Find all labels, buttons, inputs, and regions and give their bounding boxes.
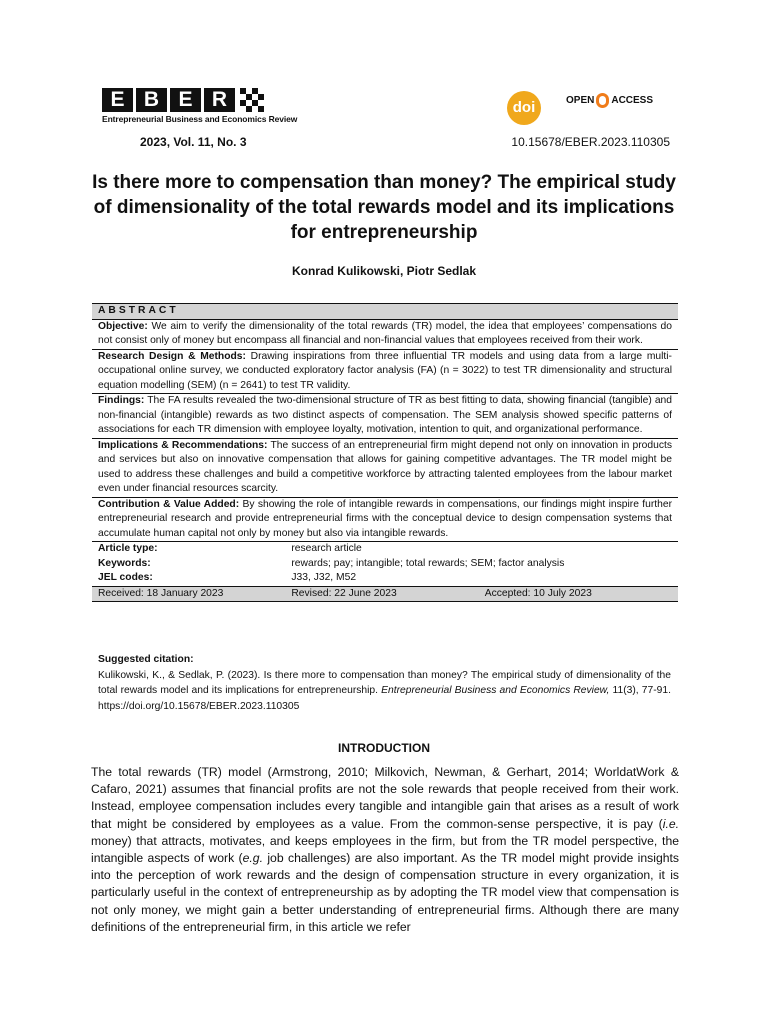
revised-date: Revised: 22 June 2023 [285, 586, 478, 602]
jel-label: JEL codes: [98, 572, 153, 583]
checker-icon [240, 88, 264, 112]
abstract-findings [92, 394, 678, 439]
logo-letter: B [136, 88, 167, 112]
logo-letter: E [170, 88, 201, 112]
section-label: Implications & Recommendations: [98, 439, 268, 451]
citation-journal: Entrepreneurial Business and Economics Review, [381, 685, 610, 696]
abstract-table [92, 303, 678, 602]
accepted-date: Accepted: 10 July 2023 [479, 586, 678, 602]
keywords-label: Keywords: [98, 557, 151, 569]
intro-ie: i.e. [662, 816, 679, 831]
logo-letter: E [102, 88, 133, 112]
section-text: Drawing inspirations from three influential TR models and using data from a large multi-occupational online survey, we conducted exploratory factor analysis (FA) (n = 3022) to test TR dimensionality and structural equation modelling (SEM) (n = 2641) to test TR validity. [98, 350, 672, 391]
abstract-implications [92, 438, 678, 497]
suggested-citation [98, 652, 671, 714]
jel-value: J33, J32, M52 [291, 572, 357, 583]
abstract-contribution [92, 497, 678, 542]
journal-logo [102, 88, 297, 124]
open-lock-icon [596, 93, 609, 108]
section-text: The FA results revealed the two-dimensional structure of TR as best fitting to data, showing financial (tangible) and non-financial (intangible) rewards as two distinct aspects of compensation. The SEM analysis showed specific patterns of associations for each TR dimension with employee loyalty, motivation, intention to quit, and organizational performance. [98, 395, 672, 435]
abstract-methods [92, 349, 678, 394]
introduction-heading: INTRODUCTION [338, 741, 430, 755]
keywords-value: rewards; pay; intangible; total rewards; SEM; factor analysis [291, 557, 565, 569]
doi-text[interactable]: 10.15678/EBER.2023.110305 [511, 135, 670, 149]
doi-icon[interactable]: doi [507, 91, 541, 125]
intro-eg: e.g. [242, 851, 263, 866]
section-text: By showing the role of intangible rewards in compensations, our findings might inspire further entrepreneurial research and provide entrepreneurial firms with the conceptual device to design compensation systems that accumulate human capital not only by money but also via intangible rewards. [98, 498, 673, 539]
citation-label: Suggested citation: [98, 654, 194, 665]
intro-text: money) that attracts, motivates, and keeps employees in the firm, but from the TR model perspective, the intangible aspects of work ( [91, 833, 679, 866]
section-label: Contribution & Value Added: [98, 498, 240, 510]
article-title: Is there more to compensation than money? The empirical study of dimensionality of the total rewards model and its implications for entrepreneurship [92, 172, 676, 243]
section-label: Findings: [98, 395, 145, 406]
authors: Konrad Kulikowski, Piotr Sedlak [291, 264, 477, 278]
section-label: Research Design & Methods: [98, 350, 246, 362]
article-type-label: Article type: [92, 542, 285, 557]
open-access-logo [566, 93, 653, 108]
issue-info: 2023, Vol. 11, No. 3 [140, 135, 247, 149]
section-text: The success of an entrepreneurial firm might depend not only on innovation in products and services but also on innovative compensation that allows for gaining competitive advantages. The TR model might be used to address these challenges and build a competitive workforce by attracting talented employees from the labour market even under financial resources scarcity. [98, 439, 672, 494]
logo-subtitle: Entrepreneurial Business and Economics Review [102, 114, 298, 124]
abstract-heading: ABSTRACT [92, 304, 678, 320]
intro-text: The total rewards (TR) model (Armstrong, 2010; Milkovich, Newman, & Gerhart, 2014; WorldatWork & Cafaro, 2021) assumes that financial profits are not the sole rewards that people received from their work. Instead, employee compensation includes every tangible and intangible gain that arises as a result of work that might be considered by employees as a value. From the common-sense perspective, it is pay ( [91, 765, 679, 831]
section-text: We aim to verify the dimensionality of the total rewards (TR) model, the idea that employees’ compensations do not consist only of money but encompass all financial and non-financial values that employees received from their work. [98, 320, 672, 346]
intro-text: job challenges) are also important. As the TR model might provide insights into the perception of work rewards and the design of compensation structure in every organization, it is particularly useful in the context of entrepreneurship as by adopting the TR model view that compensation is not only money, we might gain a better understanding of entrepreneurial firms. Although there are many definitions of the entrepreneurial firm, in this article we refer [91, 851, 679, 934]
introduction-paragraph [91, 764, 679, 936]
logo-letter: R [204, 88, 235, 112]
citation-text: Kulikowski, K., & Sedlak, P. (2023). Is there more to compensation than money? The empirical study of dimensionality of the total rewards model and its implications for entrepreneurship. [98, 669, 671, 696]
citation-doi[interactable]: 11(3), 77-91. https://doi.org/10.15678/EBER.2023.110305 [98, 685, 671, 712]
abstract-objective [92, 319, 678, 349]
received-date: Received: 18 January 2023 [92, 586, 285, 602]
article-type-value: research article [285, 542, 678, 557]
section-label: Objective: [98, 320, 148, 332]
open-access-left: OPEN [566, 95, 595, 106]
open-access-right: ACCESS [611, 95, 654, 106]
